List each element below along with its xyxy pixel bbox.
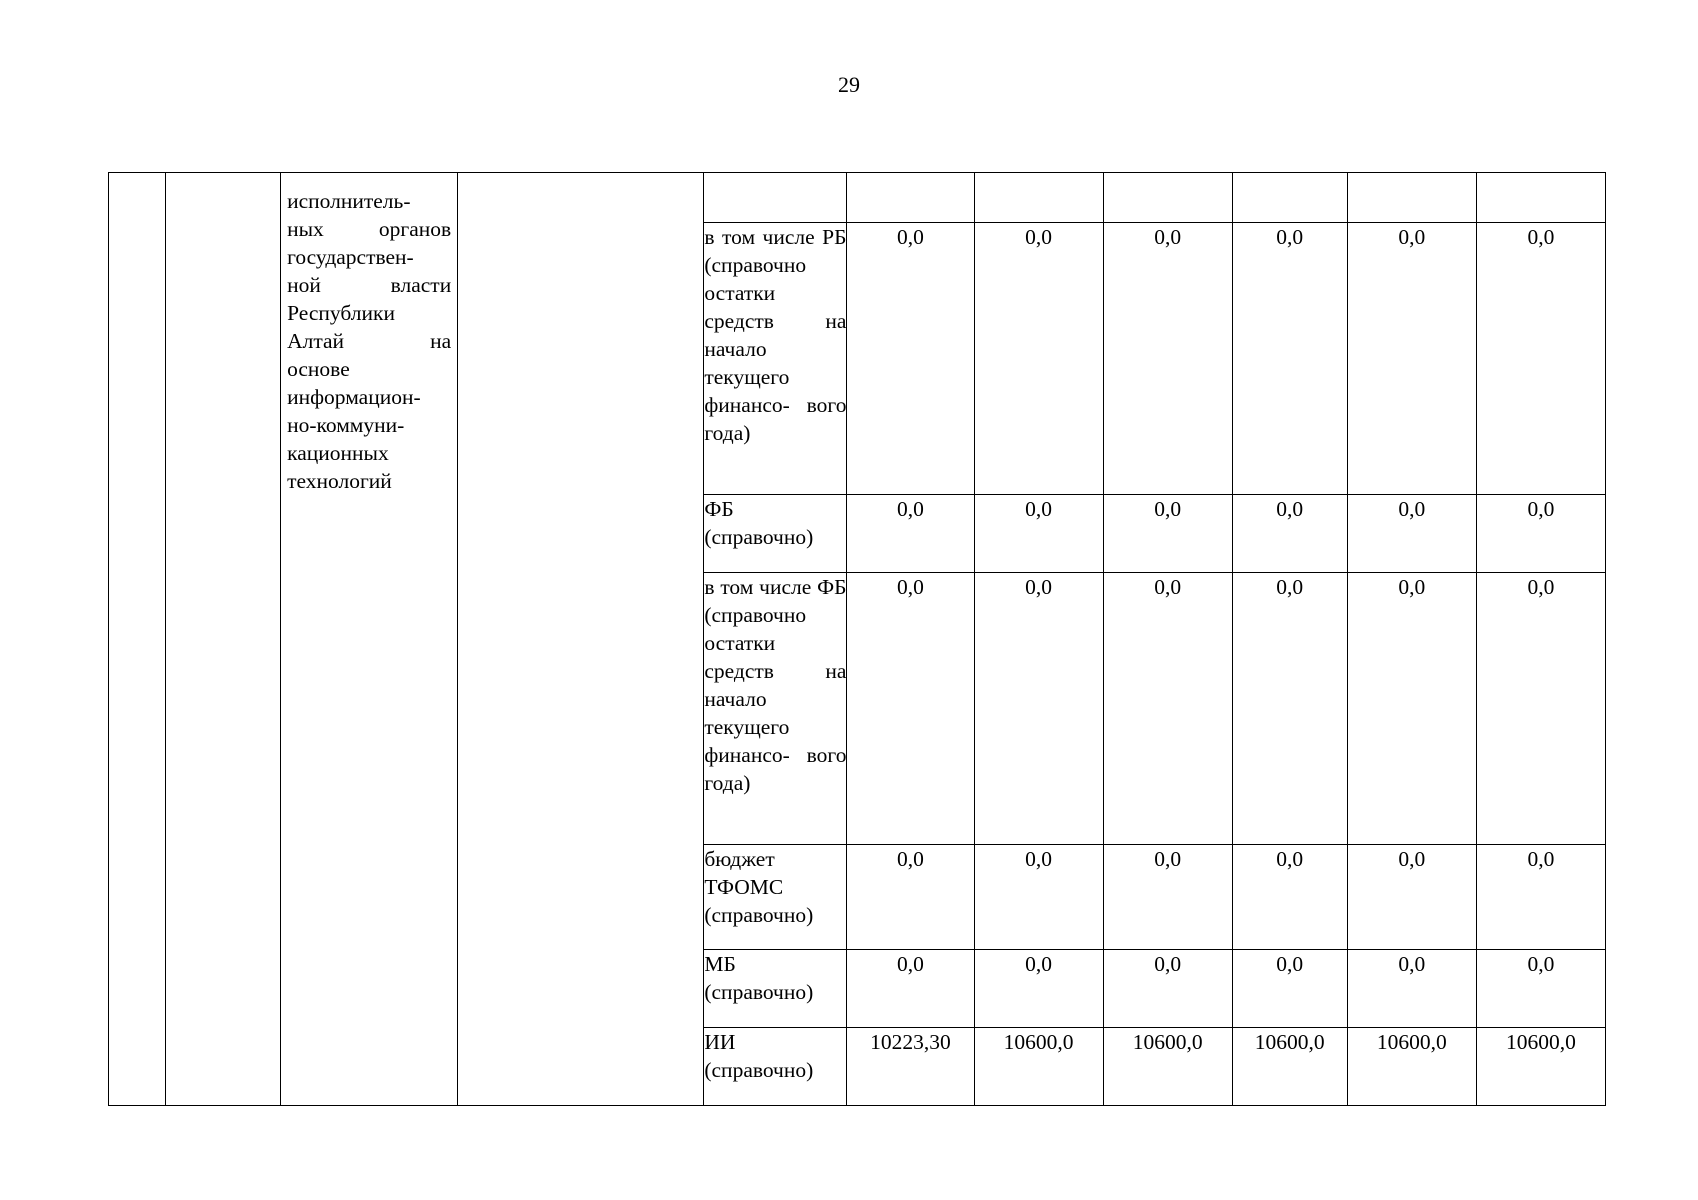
value-cell: 0,0 bbox=[847, 573, 974, 845]
value-cell: 10600,0 bbox=[1103, 1028, 1232, 1106]
responsible-cell bbox=[458, 173, 704, 1106]
value-cell: 0,0 bbox=[974, 950, 1103, 1028]
value-cell: 10600,0 bbox=[1232, 1028, 1347, 1106]
description-line: кационных bbox=[287, 441, 389, 465]
value-cell: 0,0 bbox=[847, 223, 974, 495]
value-cell: 0,0 bbox=[1103, 950, 1232, 1028]
value-cell: 0,0 bbox=[974, 845, 1103, 950]
value-cell: 0,0 bbox=[974, 223, 1103, 495]
value-cell bbox=[1232, 173, 1347, 223]
description-line: Алтай на bbox=[287, 329, 452, 353]
budget-table bbox=[108, 172, 1606, 1106]
value-cell: 10223,30 bbox=[847, 1028, 974, 1106]
description-line: ной власти bbox=[287, 273, 452, 297]
funding-source-label: МБ (справочно) bbox=[704, 950, 847, 1028]
value-cell: 0,0 bbox=[1347, 223, 1476, 495]
value-cell: 10600,0 bbox=[974, 1028, 1103, 1106]
value-cell: 0,0 bbox=[1232, 573, 1347, 845]
value-cell bbox=[1103, 173, 1232, 223]
value-cell: 0,0 bbox=[1347, 845, 1476, 950]
value-cell: 0,0 bbox=[1103, 845, 1232, 950]
description-line: но-коммуни- bbox=[287, 413, 405, 437]
value-cell: 0,0 bbox=[974, 573, 1103, 845]
value-cell: 0,0 bbox=[1232, 845, 1347, 950]
description-text bbox=[281, 173, 457, 495]
value-cell: 0,0 bbox=[1476, 573, 1605, 845]
value-cell: 0,0 bbox=[847, 950, 974, 1028]
description-line: информацион- bbox=[287, 385, 421, 409]
description-line: государствен- bbox=[287, 245, 414, 269]
description-line: технологий bbox=[287, 469, 392, 493]
page-number: 29 bbox=[838, 72, 860, 97]
value-cell: 10600,0 bbox=[1347, 1028, 1476, 1106]
value-cell: 0,0 bbox=[1103, 495, 1232, 573]
funding-source-label: в том числе ФБ (справочно остатки средств на начало текущего финансо- вого года) bbox=[704, 573, 847, 845]
value-cell bbox=[1476, 173, 1605, 223]
funding-source-label: бюджет ТФОМС (справочно) bbox=[704, 845, 847, 950]
value-cell: 0,0 bbox=[1476, 950, 1605, 1028]
table-row bbox=[109, 173, 1606, 223]
code-cell bbox=[166, 173, 281, 1106]
funding-source-label: ФБ (справочно) bbox=[704, 495, 847, 573]
value-cell: 0,0 bbox=[1347, 495, 1476, 573]
value-cell bbox=[974, 173, 1103, 223]
value-cell: 0,0 bbox=[1103, 223, 1232, 495]
value-cell: 0,0 bbox=[1232, 495, 1347, 573]
funding-source-label: ИИ (справочно) bbox=[704, 1028, 847, 1106]
description-line: ных органов bbox=[287, 217, 452, 241]
value-cell: 0,0 bbox=[1347, 950, 1476, 1028]
value-cell: 0,0 bbox=[847, 845, 974, 950]
value-cell: 0,0 bbox=[1476, 223, 1605, 495]
number-cell bbox=[109, 173, 166, 1106]
value-cell bbox=[847, 173, 974, 223]
funding-source-label bbox=[704, 173, 847, 223]
value-cell: 0,0 bbox=[1232, 950, 1347, 1028]
description-line: исполнитель- bbox=[287, 189, 411, 213]
value-cell: 0,0 bbox=[1476, 845, 1605, 950]
description-line: основе bbox=[287, 357, 350, 381]
description-line: Республики bbox=[287, 301, 395, 325]
value-cell: 0,0 bbox=[1103, 573, 1232, 845]
value-cell: 0,0 bbox=[974, 495, 1103, 573]
value-cell: 0,0 bbox=[1347, 573, 1476, 845]
value-cell: 0,0 bbox=[847, 495, 974, 573]
value-cell: 0,0 bbox=[1476, 495, 1605, 573]
value-cell: 10600,0 bbox=[1476, 1028, 1605, 1106]
value-cell bbox=[1347, 173, 1476, 223]
value-cell: 0,0 bbox=[1232, 223, 1347, 495]
funding-source-label: в том числе РБ (справочно остатки средств на начало текущего финансо- вого года) bbox=[704, 223, 847, 495]
description-cell bbox=[281, 173, 458, 1106]
